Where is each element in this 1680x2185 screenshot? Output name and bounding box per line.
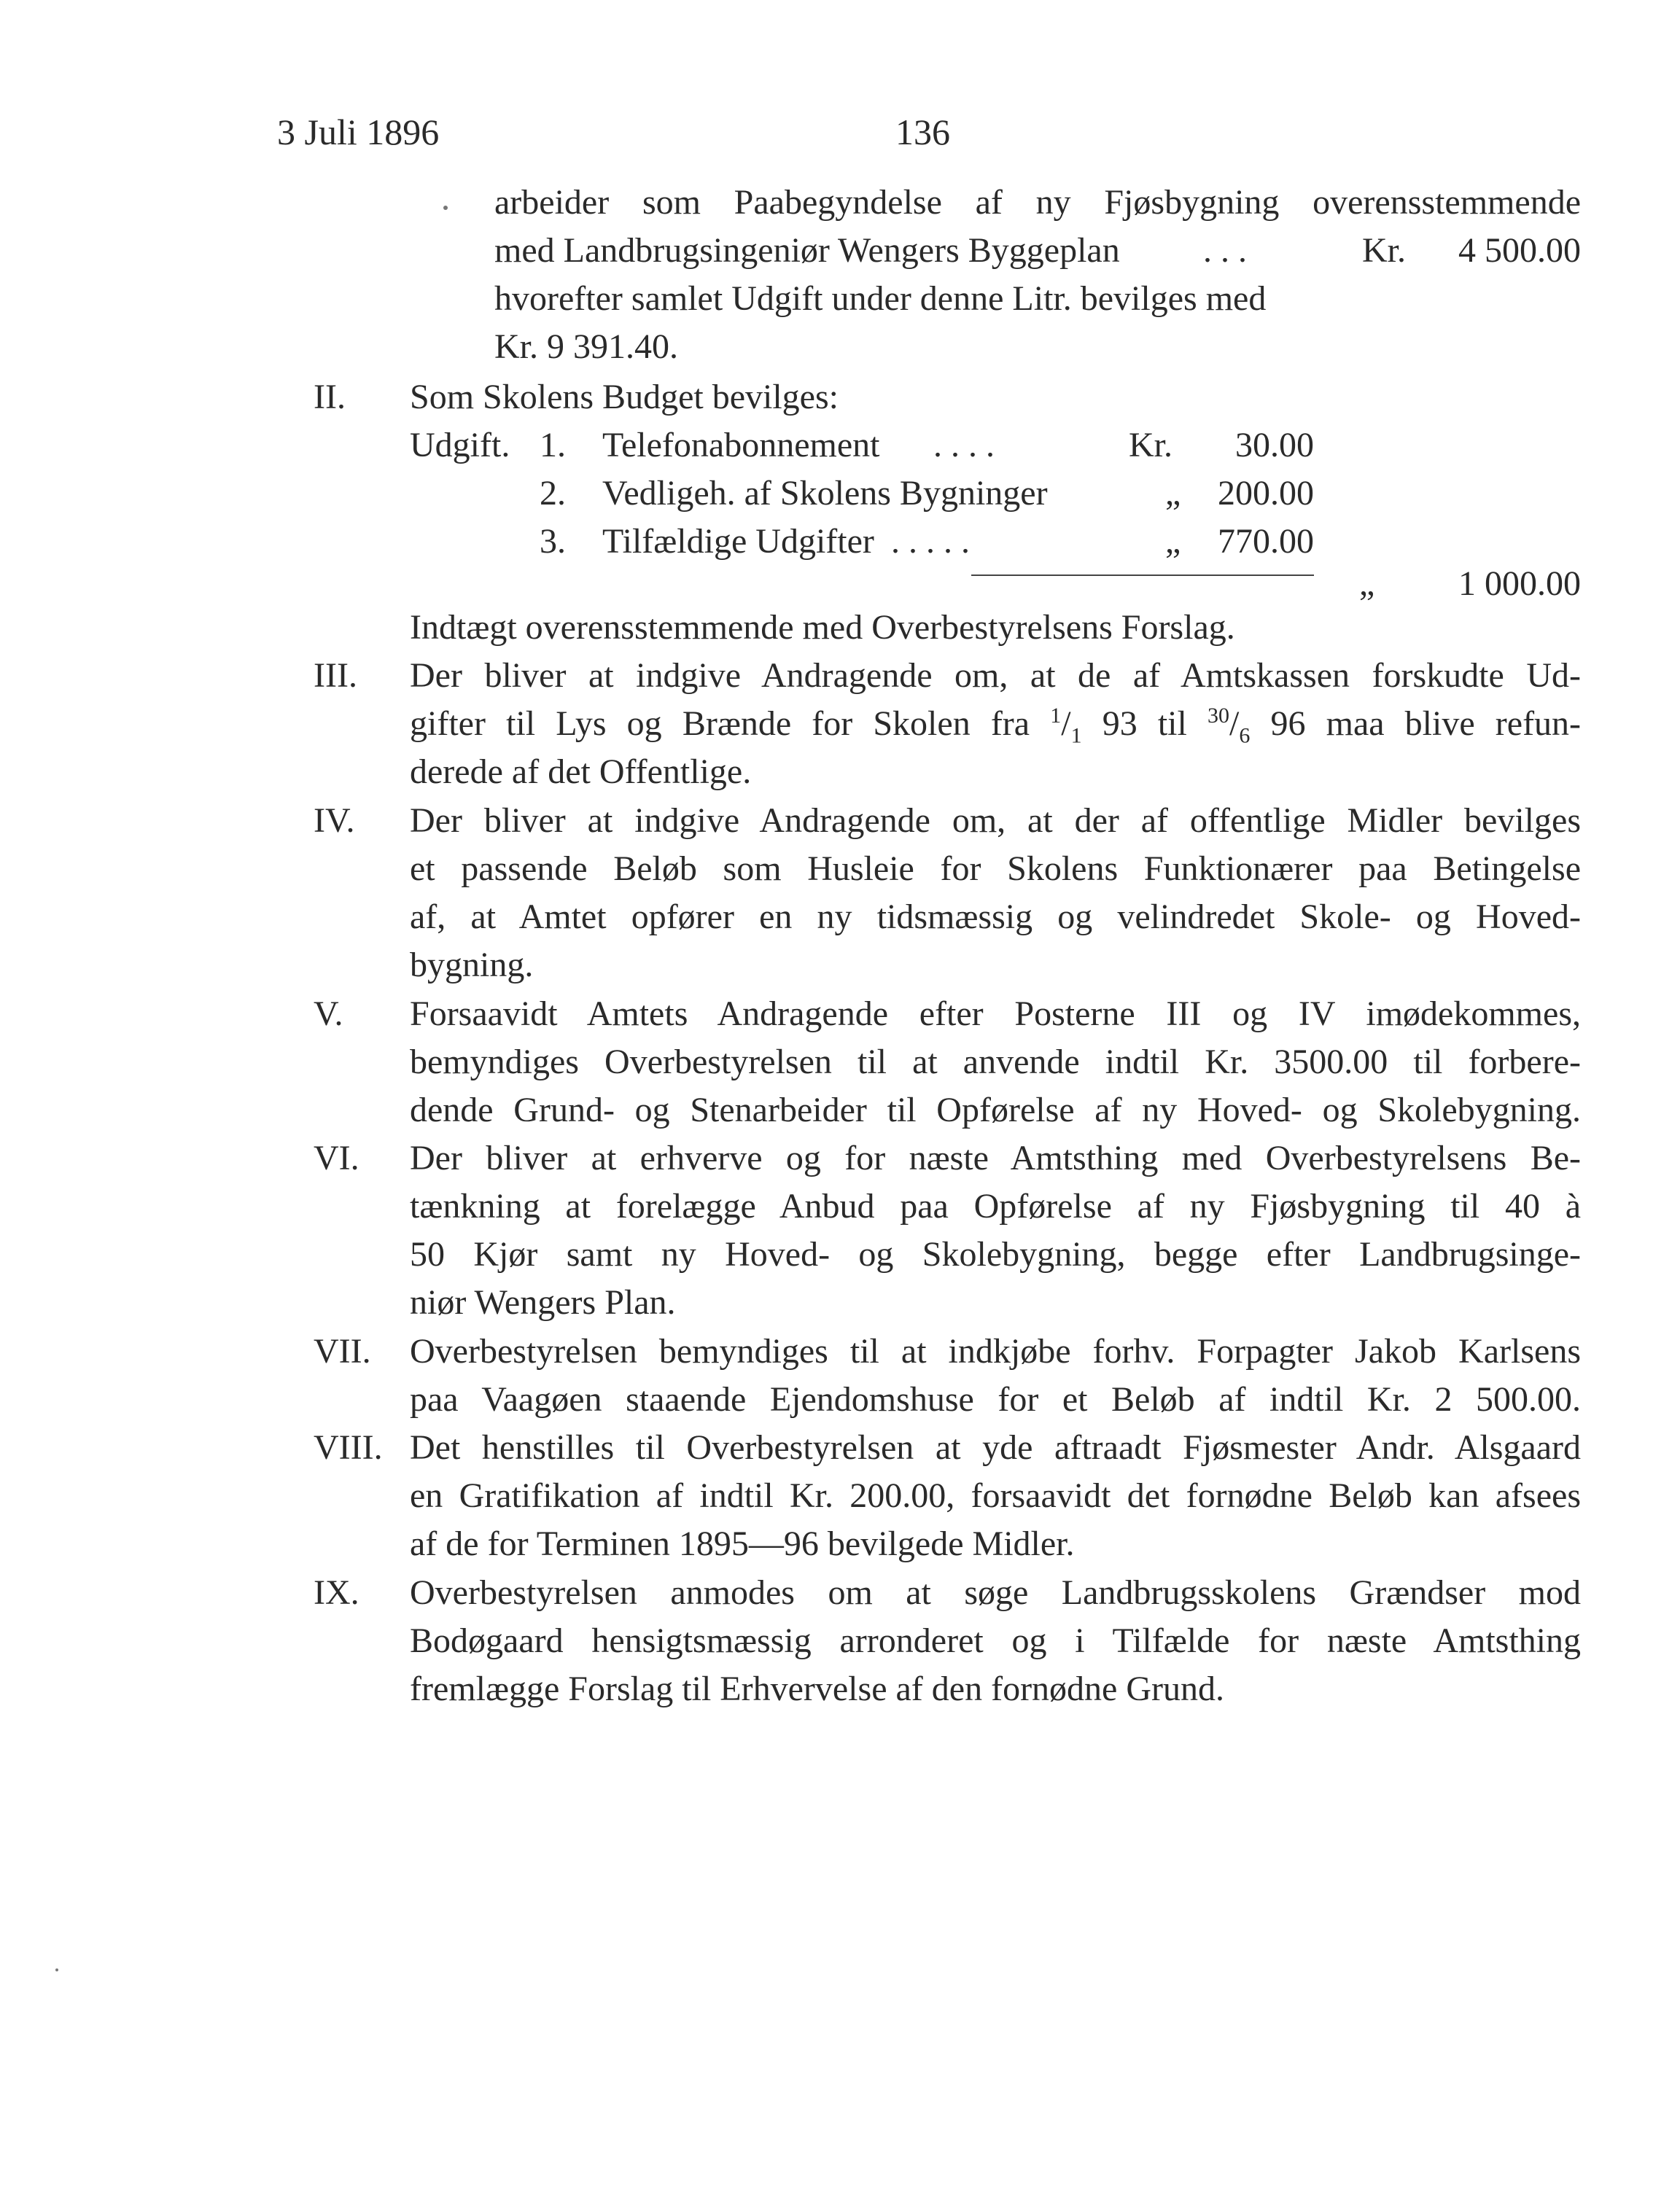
item-VI-line-1: Der bliver at erhverve og for næste Amtsthing med Overbestyrelsens Be-	[410, 1139, 1581, 1177]
budget-row-3-unit: „	[1165, 522, 1181, 561]
page-number: 136	[895, 112, 950, 152]
item-VI-line-3: 50 Kjør samt ny Hoved- og Skolebygning, begge efter Landbrugsinge-	[410, 1235, 1581, 1274]
continuation-amount: 4 500.00	[1458, 231, 1581, 270]
item-VIII-line-2: en Gratifikation af indtil Kr. 200.00, forsaavidt det fornødne Beløb kan afsees	[410, 1476, 1581, 1515]
item-VII-numeral: VII.	[314, 1332, 371, 1371]
item-IV-line-4: bygning.	[410, 946, 534, 984]
item-III-line-2-b: 93 til	[1102, 704, 1187, 743]
budget-row-3-dots: . . . . .	[891, 522, 970, 561]
item-III-numeral: III.	[314, 656, 357, 695]
item-IX-line-2: Bodøgaard hensigtsmæssig arronderet og i Tilfælde for næste Amtsthing	[410, 1621, 1581, 1660]
item-IV-line-1: Der bliver at indgive Andragende om, at der af offentlige Midler bevilges	[410, 801, 1581, 840]
budget-row-2-num: 2.	[540, 474, 566, 513]
item-VI-numeral: VI.	[314, 1139, 359, 1177]
item-VII-line-1: Overbestyrelsen bemyndiges til at indkjøbe forhv. Forpagter Jakob Karlsens	[410, 1332, 1581, 1371]
budget-total: 1 000.00	[1458, 564, 1581, 603]
item-III-line-2-a: gifter til Lys og Brænde for Skolen fra	[410, 704, 1030, 743]
budget-row-1-unit: Kr.	[1129, 426, 1172, 464]
item-V-line-1: Forsaavidt Amtets Andragende efter Posterne III og IV imødekommes,	[410, 994, 1581, 1033]
continuation-line-3: hvorefter samlet Udgift under denne Litr. bevilges med	[494, 279, 1267, 318]
continuation-line-1: arbeider som Paabegyndelse af ny Fjøsbygning overensstemmende	[494, 183, 1581, 222]
item-IX-line-3: fremlægge Forslag til Erhvervelse af den fornødne Grund.	[410, 1670, 1225, 1708]
item-IV-line-2: et passende Beløb som Husleie for Skolens Funktionærer paa Betingelse	[410, 849, 1581, 888]
fraction-1: $^1/_1$	[1050, 704, 1082, 748]
budget-row-1-amount: 30.00	[1235, 426, 1314, 464]
budget-row-1-num: 1.	[540, 426, 566, 464]
sum-rule	[971, 575, 1314, 576]
budget-row-3-num: 3.	[540, 522, 566, 561]
item-III-line-3: derede af det Offentlige.	[410, 752, 752, 791]
budget-row-2-text: Vedligeh. af Skolens Bygninger	[602, 474, 1048, 513]
continuation-currency: Kr.	[1362, 231, 1406, 270]
item-VII-line-2: paa Vaagøen staaende Ejendomshuse for et Beløb af indtil Kr. 2 500.00.	[410, 1380, 1581, 1419]
item-IV-numeral: IV.	[314, 801, 355, 840]
item-V-line-3: dende Grund- og Stenarbeider til Opførelse af ny Hoved- og Skolebygning.	[410, 1091, 1581, 1129]
item-VIII-line-1: Det henstilles til Overbestyrelsen at yde aftraadt Fjøsmester Andr. Alsgaard	[410, 1428, 1581, 1467]
margin-speck	[55, 1968, 58, 1971]
income-line: Indtægt overensstemmende med Overbestyrelsens Forslag.	[410, 608, 1235, 647]
item-II-title: Som Skolens Budget bevilges:	[410, 378, 839, 416]
item-III-line-2-c: 96 maa blive refun-	[1270, 704, 1582, 743]
budget-row-3-text: Tilfældige Udgifter	[602, 522, 874, 561]
continuation-line-2: med Landbrugsingeniør Wengers Byggeplan	[494, 231, 1120, 270]
fraction-2: $^{30}/_6$	[1208, 704, 1251, 748]
item-VIII-line-3: af de for Terminen 1895—96 bevilgede Midler.	[410, 1524, 1075, 1563]
page-date: 3 Juli 1896	[277, 112, 440, 152]
item-IV-line-3: af, at Amtet opfører en ny tidsmæssig og velindredet Skole- og Hoved-	[410, 897, 1581, 936]
item-VI-line-2: tænkning at forelægge Anbud paa Opførelse af ny Fjøsbygning til 40 à	[410, 1187, 1581, 1226]
budget-total-unit: „	[1359, 564, 1375, 603]
udgift-label: Udgift.	[410, 426, 510, 464]
item-VI-line-4: niør Wengers Plan.	[410, 1283, 676, 1322]
item-III-line-2	[410, 700, 1581, 748]
budget-row-2-amount: 200.00	[1218, 474, 1314, 513]
item-III-line-1: Der bliver at indgive Andragende om, at de af Amtskassen forskudte Ud-	[410, 656, 1581, 695]
budget-row-2-unit: „	[1165, 474, 1181, 513]
item-V-line-2: bemyndiges Overbestyrelsen til at anvende indtil Kr. 3500.00 til forbere-	[410, 1043, 1581, 1081]
item-IX-numeral: IX.	[314, 1573, 359, 1612]
item-V-numeral: V.	[314, 994, 343, 1033]
budget-row-3-amount: 770.00	[1218, 522, 1314, 561]
item-IX-line-1: Overbestyrelsen anmodes om at søge Landbrugsskolens Grændser mod	[410, 1573, 1581, 1612]
budget-row-1-dots: . . . .	[933, 426, 995, 464]
margin-speck	[443, 206, 448, 210]
item-VIII-numeral: VIII.	[314, 1428, 383, 1467]
item-II-numeral: II.	[314, 378, 346, 416]
budget-row-1-text: Telefonabonnement	[602, 426, 880, 464]
continuation-line-2-dots: . . .	[1203, 231, 1247, 270]
continuation-line-4: Kr. 9 391.40.	[494, 327, 678, 366]
